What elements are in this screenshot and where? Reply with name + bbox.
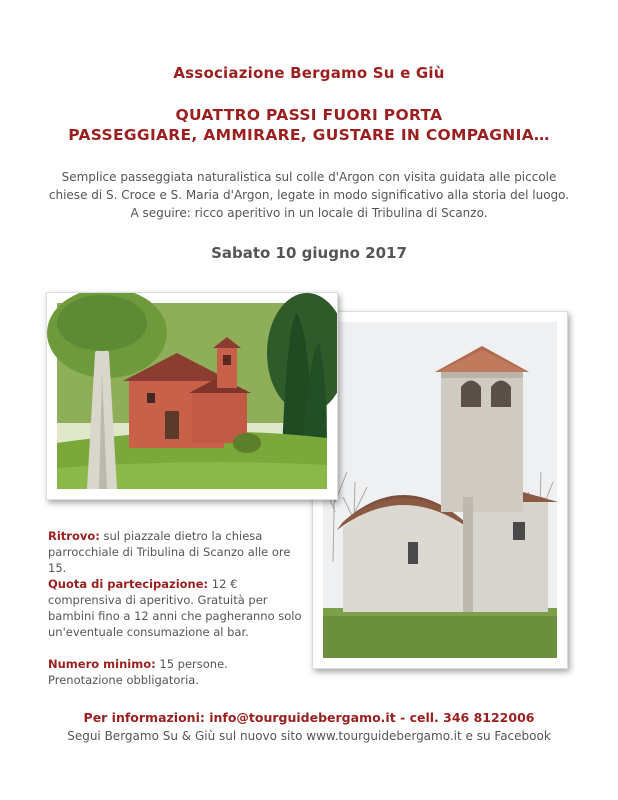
organization-name: Associazione Bergamo Su e Giù	[173, 64, 445, 82]
contact-info: Per informazioni: info@tourguidebergamo.it - cell. 346 8122006	[83, 710, 535, 725]
minimum-text: 15 persone.	[159, 657, 228, 671]
small-red-church-photo	[46, 292, 338, 500]
description-line-1: Semplice passeggiata naturalistica sul colle d'Argon con visita guidata alle piccole	[61, 170, 557, 184]
fee-info	[48, 576, 308, 640]
fee-label: Quota di partecipazione:	[48, 577, 209, 591]
minimum-label: Numero minimo:	[48, 657, 156, 671]
minimum-participants-info	[48, 656, 308, 688]
title-line-1: QUATTRO PASSI FUORI PORTA	[175, 106, 443, 124]
title-line-2: PASSEGGIARE, AMMIRARE, GUSTARE IN COMPAGNIA…	[68, 126, 550, 144]
meeting-point-text: sul piazzale dietro la chiesa parrocchiale di Tribulina di Scanzo alle ore 15.	[48, 529, 291, 575]
booking-required-text: Prenotazione obbligatoria.	[48, 673, 199, 687]
description-line-2: chiese di S. Croce e S. Maria d'Argon, legate in modo significativo alla storia del luogo.	[48, 188, 570, 202]
fee-text: 12 € comprensiva di aperitivo. Gratuità per bambini fino a 12 anni che pagheranno solo un'eventuale consumazione al bar.	[48, 577, 302, 639]
event-date: Sabato 10 giugno 2017	[211, 244, 407, 262]
church-bell-tower-photo	[312, 311, 568, 669]
description-line-3: A seguire: ricco aperitivo in un locale di Tribulina di Scanzo.	[130, 206, 488, 220]
meeting-point-label: Ritrovo:	[48, 529, 100, 543]
follow-info: Segui Bergamo Su & Giù sul nuovo sito www.tourguidebergamo.it e su Facebook	[67, 729, 551, 743]
event-description	[20, 168, 598, 222]
meeting-point-info	[48, 528, 308, 576]
